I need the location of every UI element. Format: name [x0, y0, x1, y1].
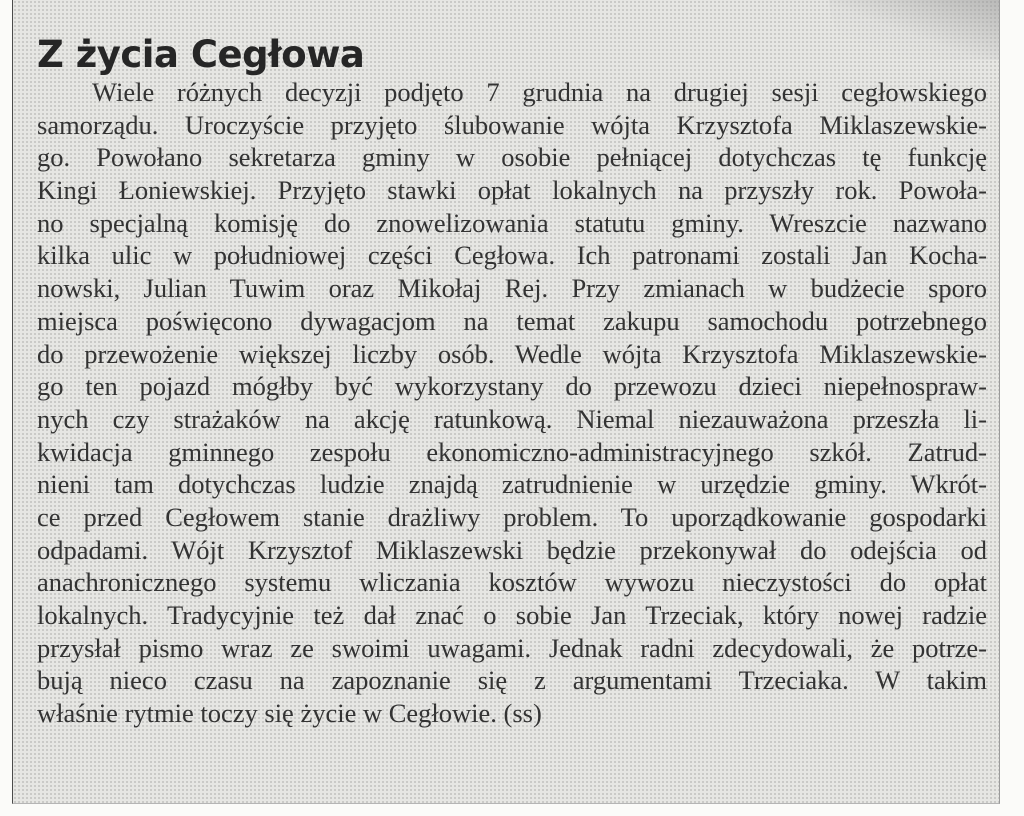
article-line: lokalnych. Tradycyjnie też dał znać o sobie Jan Trzeciak, który nowej radzie	[37, 600, 987, 630]
article-line: nych czy strażaków na akcję ratunkową. Niemal niezauważona przeszła li-	[37, 403, 987, 434]
article-line: nowski, Julian Tuwim oraz Mikołaj Rej. Przy zmianach w budżecie sporo	[37, 273, 987, 304]
article-body	[37, 76, 987, 730]
article-line: ce przed Cegłowem stanie drażliwy problem. To uporządkowanie gospodarki	[37, 501, 987, 532]
article-line: kilka ulic w południowej części Cegłowa. Ich patronami zostali Jan Kocha-	[37, 240, 987, 271]
article-line: anachronicznego systemu wliczania kosztów wywozu nieczystości do opłat	[37, 567, 987, 598]
article-line: Kingi Łoniewskiej. Przyjęto stawki opłat lokalnych na przyszły rok. Powoła-	[37, 175, 987, 206]
article-line: do przewożenie większej liczby osób. Wedle wójta Krzysztofa Miklaszewskie-	[37, 338, 987, 369]
article-line: nieni tam dotychczas ludzie znajdą zatrudnienie w urzędzie gminy. Wkrót-	[37, 469, 987, 500]
article-line: odpadami. Wójt Krzysztof Miklaszewski będzie przekonywał do odejścia od	[37, 534, 987, 565]
article-line: samorządu. Uroczyście przyjęto ślubowanie wójta Krzysztofa Miklaszewskie-	[37, 109, 987, 140]
article-headline: Z życia Cegłowa	[37, 33, 365, 76]
article-line: go ten pojazd mógłby być wykorzystany do przewozu dzieci niepełnospraw-	[37, 371, 987, 402]
article-line: kwidacja gminnego zespołu ekonomiczno-administracyjnego szkół. Zatrud-	[37, 436, 987, 467]
newspaper-clipping	[12, 0, 1000, 804]
article-line: właśnie rytmie toczy się życie w Cegłowie. (ss)	[37, 698, 542, 729]
article-line: miejsca poświęcono dywagacjom na temat zakupu samochodu potrzebnego	[37, 305, 987, 336]
article-line: przysłał pismo wraz ze swoimi uwagami. Jednak radni zdecydowali, że potrze-	[37, 632, 987, 663]
article-line: bują nieco czasu na zapoznanie się z argumentami Trzeciaka. W takim	[37, 665, 987, 696]
article-line: go. Powołano sekretarza gminy w osobie pełniącej dotychczas tę funkcję	[37, 142, 987, 173]
paper-fold-shadow	[829, 0, 999, 60]
article-line: Wiele różnych decyzji podjęto 7 grudnia na drugiej sesji cegłowskiego	[92, 77, 987, 107]
article-line: no specjalną komisję do znowelizowania statutu gminy. Wreszcie nazwano	[37, 207, 987, 238]
